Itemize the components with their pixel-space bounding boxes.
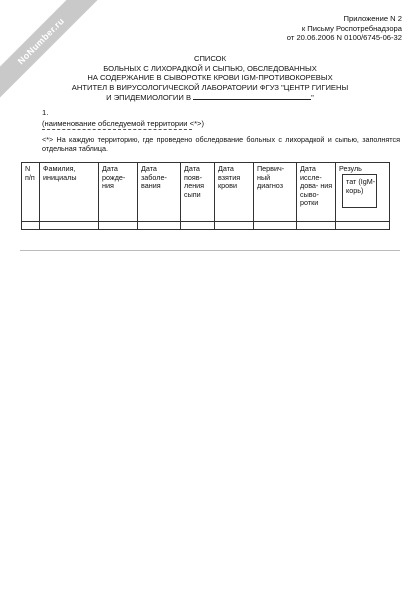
column-header: N п/п bbox=[22, 163, 40, 222]
title-line: НА СОДЕРЖАНИЕ В СЫВОРОТКЕ КРОВИ IGM-ПРОТИВОКОРЕВЫХ bbox=[87, 73, 333, 83]
title-line-last bbox=[20, 92, 400, 103]
column-header: Первич- ный диагноз bbox=[254, 163, 297, 222]
title-line: АНТИТЕЛ В ВИРУСОЛОГИЧЕСКОЙ ЛАБОРАТОРИИ ФГУЗ "ЦЕНТР ГИГИЕНЫ bbox=[71, 82, 349, 92]
table-cell[interactable] bbox=[181, 222, 215, 230]
result-header-label: Резуль bbox=[339, 164, 362, 173]
column-header-result bbox=[336, 163, 390, 222]
watermark-text: NoNumber.ru bbox=[15, 15, 67, 67]
footnote-divider bbox=[42, 129, 192, 130]
fill-in-blank[interactable] bbox=[193, 92, 311, 100]
table-cell[interactable] bbox=[336, 222, 390, 230]
column-header: Дата взятия крови bbox=[215, 163, 254, 222]
document-title bbox=[20, 54, 400, 103]
appendix-header bbox=[287, 14, 402, 43]
territory-caption: (наименование обследуемой территории <*>) bbox=[42, 119, 205, 128]
appendix-line: от 20.06.2006 N 0100/6745-06-32 bbox=[286, 33, 402, 43]
section-number: 1. bbox=[42, 108, 49, 117]
table-cell[interactable] bbox=[99, 222, 138, 230]
column-header: Дата иссле- дова- ния сыво- ротки bbox=[297, 163, 336, 222]
table-cell[interactable] bbox=[22, 222, 40, 230]
column-header: Дата рожде- ния bbox=[99, 163, 138, 222]
result-header-inner: тат (IgM- корь) bbox=[342, 174, 377, 208]
patients-table bbox=[21, 162, 390, 230]
page-divider bbox=[20, 250, 400, 251]
title-line: СПИСОК bbox=[193, 54, 227, 63]
footnote: <*> На каждую территорию, где проведено обследование больных с лихорадкой и сыпью, заполнятся отдельная таблица. bbox=[42, 135, 400, 153]
table-cell[interactable] bbox=[297, 222, 336, 230]
table-header-row bbox=[22, 163, 390, 222]
table-cell[interactable] bbox=[40, 222, 99, 230]
table-cell[interactable] bbox=[138, 222, 181, 230]
title-line: БОЛЬНЫХ С ЛИХОРАДКОЙ И СЫПЬЮ, ОБСЛЕДОВАННЫХ bbox=[103, 63, 317, 73]
appendix-line: к Письму Роспотребнадзора bbox=[301, 23, 402, 33]
column-header: Дата заболе- вания bbox=[138, 163, 181, 222]
table-row-empty bbox=[22, 222, 390, 230]
title-line-prefix: И ЭПИДЕМИОЛОГИИ В bbox=[106, 93, 192, 103]
appendix-line: Приложение N 2 bbox=[343, 14, 402, 23]
title-line-suffix: " bbox=[311, 93, 314, 103]
table-cell[interactable] bbox=[215, 222, 254, 230]
column-header: Фамилия, инициалы bbox=[40, 163, 99, 222]
table-cell[interactable] bbox=[254, 222, 297, 230]
column-header: Дата появ- ления сыпи bbox=[181, 163, 215, 222]
